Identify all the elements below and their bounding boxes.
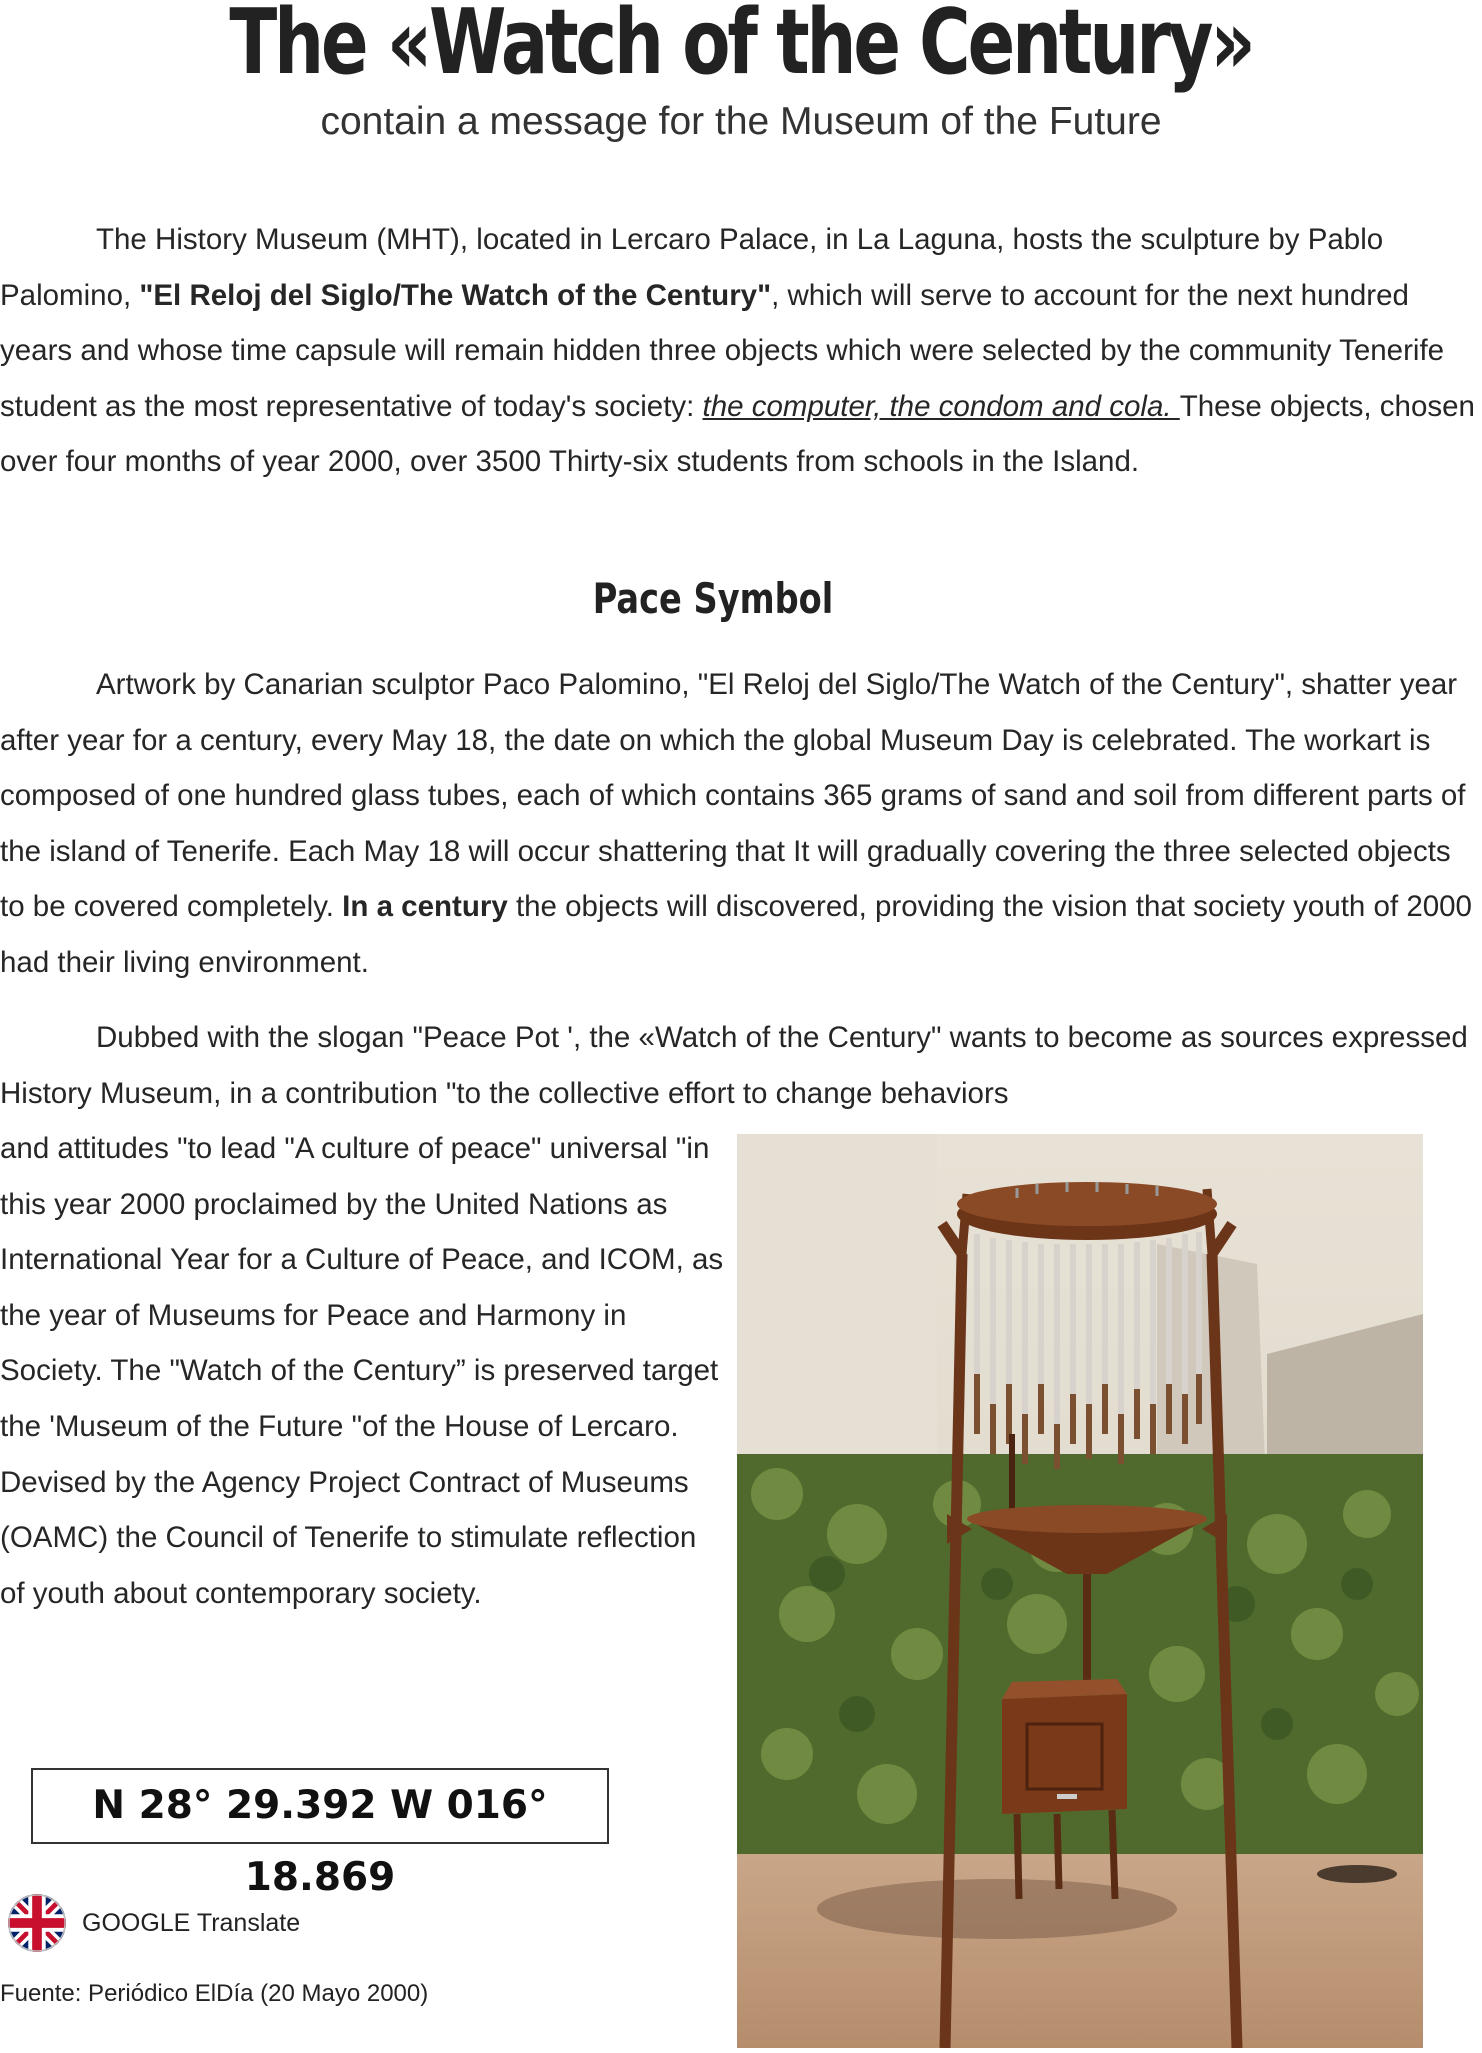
- translate-label: GOOGLE Translate: [82, 1908, 301, 1937]
- page-subtitle: contain a message for the Museum of the Future: [320, 100, 1162, 143]
- source-citation: Fuente: Periódico ElDía (20 Mayo 2000): [0, 1980, 429, 2007]
- sculpture-photo: [737, 1134, 1423, 2048]
- intro-text-b: , which will serve to account for the next hundred years and whose time capsule will remain hidden three objects which were selected by the community Tenerife student as the most representative of today's society:: [0, 278, 1445, 423]
- google-translate-link[interactable]: [8, 1893, 300, 1953]
- intro-paragraph: [0, 212, 1482, 490]
- intro-underlined: the computer, the condom and cola.: [702, 389, 1180, 423]
- gps-coordinates: N 28° 29.392 W 016° 18.869: [31, 1768, 609, 1844]
- slogan-text: Dubbed with the slogan "Peace Pot ', the «Watch of the Century" wants to become as sources expressed History Museum, in a contribution "to the collective effort to change behaviors: [0, 1021, 1468, 1110]
- slogan-paragraph: [0, 1010, 1482, 1121]
- uk-flag-icon: [8, 1894, 66, 1952]
- artwork-text-a: Artwork by Canarian sculptor Paco Palomino, "El Reloj del Siglo/The Watch of the Century", shatter year after year for a century, every May 18, the date on which the global Museum Day is celebrated. The workart is composed of one hundred glass tubes, each of which contains 365 grams of sand and soil from different parts of the island of Tenerife. Each May 18 will occur shattering that It will gradually covering the three selected objects to be covered completely.: [0, 668, 1466, 924]
- artwork-paragraph: [0, 657, 1482, 991]
- artwork-text-b: the objects will discovered, providing the vision that society youth of 2000 had their living environment.: [0, 890, 1472, 979]
- intro-text-a: The History Museum (MHT), located in Lercaro Palace, in La Laguna, hosts the sculpture by Pablo Palomino,: [0, 223, 1384, 312]
- artwork-bold: In a century: [342, 890, 508, 924]
- page-title: The «Watch of the Century»: [229, 0, 1253, 95]
- slogan-text-continued: and attitudes "to lead "A culture of peace" universal "in this year 2000 proclaimed by the United Nations as International Year for a Culture of Peace, and ICOM, as the year of Museums for Peace and Harmony in Society. The "Watch of the Century” is preserved target the 'Museum of the Future "of the House of Lercaro. Devised by the Agency Project Contract of Museums (OAMC) the Council of Tenerife to stimulate reflection of youth about contemporary society.: [0, 1132, 724, 1610]
- slogan-paragraph-continued: [0, 1121, 725, 1621]
- intro-bold: "El Reloj del Siglo/The Watch of the Century": [139, 278, 772, 312]
- section-heading: Pace Symbol: [592, 574, 834, 623]
- intro-text-c: These objects, chosen over four months of year 2000, over 3500 Thirty-six students from schools in the Island.: [0, 389, 1475, 479]
